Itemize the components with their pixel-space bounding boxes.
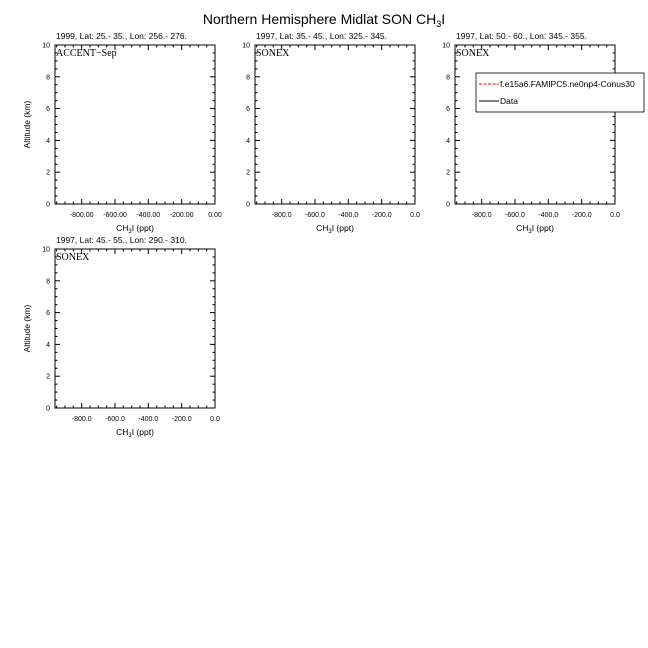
- y-tick-label: 8: [246, 74, 250, 82]
- legend-label: Data: [500, 96, 518, 106]
- campaign-label: SONEX: [456, 48, 490, 59]
- panel-2: [242, 31, 420, 235]
- y-tick-label: 0: [246, 201, 250, 209]
- x-tick-label: -200.00: [169, 212, 194, 219]
- x-axis-label-main: CH: [116, 223, 129, 233]
- x-tick-label: 0.0: [610, 212, 620, 219]
- x-tick-label: -800.0: [71, 416, 92, 423]
- y-tick-label: 10: [42, 42, 50, 50]
- campaign-label: SONEX: [256, 48, 290, 59]
- x-tick-label: -600.0: [105, 416, 125, 423]
- plot-frame: [55, 45, 215, 204]
- figure-title-tail: I: [441, 11, 446, 27]
- figure-title-subscript: 3: [436, 19, 442, 29]
- panel-header: 1999, Lat: 25.- 35., Lon: 256.- 276.: [56, 31, 187, 41]
- legend: [476, 73, 644, 112]
- y-tick-label: 6: [446, 106, 450, 114]
- y-tick-label: 0: [446, 201, 450, 209]
- panel-header: 1997, Lat: 35.- 45., Lon: 325.- 345.: [256, 31, 387, 41]
- y-tick-label: 10: [442, 42, 450, 50]
- x-tick-label: -200.0: [371, 212, 392, 219]
- y-tick-label: 2: [46, 169, 50, 177]
- y-tick-label: 4: [46, 341, 50, 349]
- x-tick-label: 0.0: [210, 416, 220, 423]
- x-axis-label-main: CH: [316, 223, 329, 233]
- x-axis-label: [116, 427, 154, 439]
- x-axis-label-main: CH: [516, 223, 529, 233]
- campaign-label: ACCENT−Sep: [56, 48, 117, 59]
- plot-frame: [255, 45, 415, 204]
- x-tick-label: -400.0: [138, 416, 159, 423]
- x-tick-label: -600.00: [103, 212, 127, 219]
- y-tick-label: 4: [246, 137, 250, 145]
- figure-title-main: Northern Hemisphere Midlat SON CH: [202, 11, 437, 27]
- x-tick-label: 0.0: [410, 212, 420, 219]
- x-tick-label: -400.0: [338, 212, 359, 219]
- y-tick-label: 6: [46, 310, 50, 318]
- y-tick-label: 4: [46, 137, 50, 145]
- x-tick-label: -600.0: [505, 212, 525, 219]
- y-tick-label: 10: [242, 42, 250, 50]
- y-tick-label: 0: [46, 405, 50, 413]
- x-axis-label-subscript: 3: [128, 433, 132, 439]
- panel-1: [22, 31, 222, 235]
- x-tick-label: -600.0: [305, 212, 325, 219]
- x-tick-label: -400.00: [136, 212, 161, 219]
- x-tick-label: -800.0: [271, 212, 292, 219]
- y-tick-label: 6: [246, 106, 250, 114]
- x-axis-label-tail: I (ppt): [531, 223, 554, 233]
- figure-title: [203, 11, 445, 29]
- plot-frame: [55, 249, 215, 408]
- y-tick-label: 8: [46, 74, 50, 82]
- x-axis-label: [516, 223, 554, 235]
- campaign-label: SONEX: [56, 252, 90, 263]
- panels-group: [22, 31, 644, 439]
- y-tick-label: 2: [46, 373, 50, 381]
- plot-frame: [455, 45, 615, 204]
- x-axis-label-subscript: 3: [128, 229, 132, 235]
- legend-label: f.e15a6.FAMIPC5.ne0np4-Conus30: [500, 79, 635, 89]
- y-tick-label: 8: [46, 278, 50, 286]
- x-axis-label-tail: I (ppt): [131, 427, 154, 437]
- x-tick-label: -200.0: [171, 416, 192, 423]
- x-axis-label-tail: I (ppt): [131, 223, 154, 233]
- y-tick-label: 10: [42, 246, 50, 254]
- y-tick-label: 2: [446, 169, 450, 177]
- x-axis-label-main: CH: [116, 427, 129, 437]
- panel-4: [22, 235, 220, 439]
- y-axis-label: Altitude (km): [22, 304, 32, 353]
- x-axis-label-subscript: 3: [528, 229, 532, 235]
- y-tick-label: 4: [446, 137, 450, 145]
- x-tick-label: 0.00: [208, 212, 222, 219]
- y-tick-label: 0: [46, 201, 50, 209]
- y-tick-label: 8: [446, 74, 450, 82]
- x-axis-label: [116, 223, 154, 235]
- x-tick-label: -200.0: [571, 212, 592, 219]
- y-axis-label: Altitude (km): [22, 100, 32, 149]
- panel-header: 1997, Lat: 50.- 60., Lon: 345.- 355.: [456, 31, 587, 41]
- x-axis-label: [316, 223, 354, 235]
- x-tick-label: -800.00: [69, 212, 94, 219]
- x-tick-label: -800.0: [471, 212, 492, 219]
- panel-3: [442, 31, 644, 235]
- panel-header: 1997, Lat: 45.- 55., Lon: 290.- 310.: [56, 235, 187, 245]
- y-tick-label: 2: [246, 169, 250, 177]
- x-tick-label: -400.0: [538, 212, 559, 219]
- y-tick-label: 6: [46, 106, 50, 114]
- x-axis-label-subscript: 3: [328, 229, 332, 235]
- x-axis-label-tail: I (ppt): [331, 223, 354, 233]
